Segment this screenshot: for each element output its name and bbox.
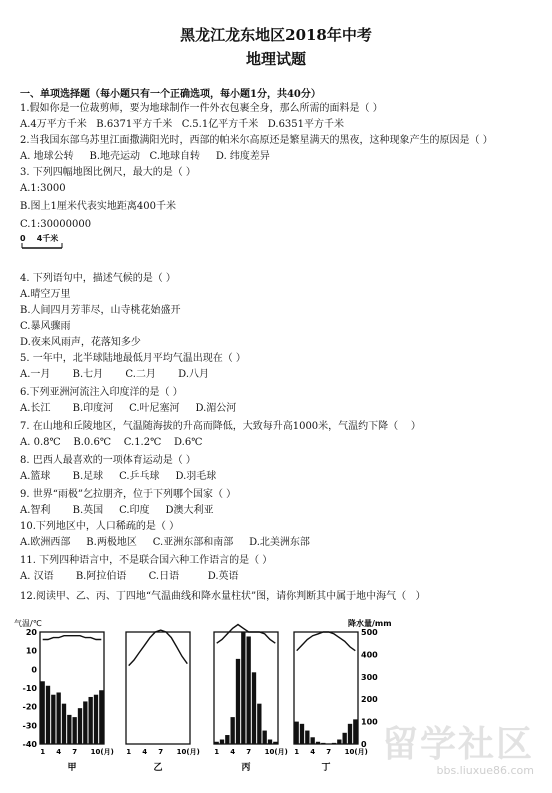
precip-bar xyxy=(73,717,77,744)
month-tick-label: 7 xyxy=(326,748,332,756)
precip-tick-label: 200 xyxy=(361,695,378,705)
temp-tick-label: 10 xyxy=(25,646,37,656)
precip-bar xyxy=(67,715,71,744)
precip-bar xyxy=(295,722,299,744)
precip-bar xyxy=(89,697,93,744)
temp-line xyxy=(297,632,356,651)
precip-bar xyxy=(62,704,66,744)
watermark-url: bbs.liuxue86.com xyxy=(436,764,534,777)
precip-bar xyxy=(321,743,325,744)
temp-tick-label: 20 xyxy=(25,628,37,637)
question-line: 10.下列地区中，人口稀疏的是（ ） xyxy=(20,521,180,532)
precip-bar xyxy=(332,743,336,744)
question-line: 8. 巴西人最喜欢的一项体育运动是（ ） xyxy=(20,455,196,466)
question-line: A. 地球公转 B.地壳运动 C.地球自转 D. 纬度差异 xyxy=(20,151,270,162)
question-line: A.长江 B.印度河 C.叶尼塞河 D.湄公河 xyxy=(20,403,237,414)
precip-bar xyxy=(94,695,98,744)
temp-tick-label: -10 xyxy=(22,684,37,693)
question-line: 12.阅读甲、乙、丙、丁四地“气温曲线和降水量柱状”图，请你判断其中属于地中海气（ ） xyxy=(20,591,426,602)
question-line: A.欧洲西部 B.两极地区 C.亚洲东部和南部 D.北美洲东部 xyxy=(20,537,310,548)
month-tick-label: 10(月) xyxy=(344,748,368,756)
question-line: B.图上1厘米代表实地距离400千米 xyxy=(20,201,176,212)
precip-bar xyxy=(225,735,229,744)
precip-bar xyxy=(51,695,55,744)
month-tick-label: 7 xyxy=(246,748,252,756)
temp-axis-label: 气温/℃ xyxy=(14,619,42,628)
precip-bar xyxy=(257,704,261,744)
precip-bar xyxy=(220,740,224,744)
precip-bar xyxy=(247,636,251,744)
page-subtitle: 地理试题 xyxy=(245,50,306,68)
precip-bar xyxy=(305,731,309,744)
precip-bar xyxy=(337,740,341,744)
precip-tick-label: 400 xyxy=(361,650,378,660)
precip-axis-label: 降水量/mm xyxy=(348,619,392,628)
question-line: 9. 世界“雨极”乞拉朋齐，位于下列哪个国家（ ） xyxy=(20,489,237,500)
temp-line xyxy=(217,625,276,644)
precip-bar xyxy=(263,731,267,744)
month-tick-label: 10(月) xyxy=(264,748,288,756)
month-tick-label: 10(月) xyxy=(90,748,114,756)
precip-bar xyxy=(215,742,219,744)
month-tick-label: 7 xyxy=(158,748,164,756)
question-line: B.人间四月芳菲尽，山寺桃花始盛开 xyxy=(20,305,181,316)
precip-bar xyxy=(311,737,315,744)
precip-bar xyxy=(241,632,245,744)
question-line: 4. 下列语句中，描述气候的是（ ） xyxy=(20,273,176,284)
precip-bar xyxy=(236,659,240,744)
precip-bar xyxy=(348,724,352,744)
precip-tick-label: 100 xyxy=(361,717,378,727)
precip-bar xyxy=(46,686,50,744)
chart-ding-svg xyxy=(290,618,392,773)
question-line: A. 汉语 B.阿拉伯语 C.日语 D.英语 xyxy=(20,571,239,582)
temp-tick-label: -20 xyxy=(22,702,37,712)
month-tick-label: 4 xyxy=(310,748,316,756)
scale-label: 0 4千米 xyxy=(20,234,59,243)
question-line: A. 0.8℃ B.0.6℃ C.1.2℃ D.6℃ xyxy=(20,437,203,448)
precip-bar xyxy=(353,719,357,744)
chart-jia-svg xyxy=(14,618,114,773)
month-tick-label: 4 xyxy=(56,748,62,756)
precip-tick-label: 300 xyxy=(361,672,378,682)
chart-jia xyxy=(14,618,114,773)
month-tick-label: 1 xyxy=(126,748,132,756)
precip-bar xyxy=(78,708,82,744)
question-line: 3. 下列四幅地图比例尺，最大的是（ ） xyxy=(20,167,196,178)
precip-bar xyxy=(57,692,61,744)
precip-tick-label: 500 xyxy=(361,628,378,637)
precip-bar xyxy=(231,717,235,744)
precip-bar xyxy=(268,740,272,744)
precip-bar xyxy=(41,681,45,744)
question-line: D.夜来风雨声，花落知多少 xyxy=(20,337,141,348)
month-tick-label: 7 xyxy=(72,748,78,756)
chart-label: 丙 xyxy=(241,763,251,773)
chart-bing-svg xyxy=(210,618,288,773)
chart-label: 乙 xyxy=(153,763,163,773)
page-title: 黑龙江龙东地区2018年中考 xyxy=(180,26,372,44)
chart-frame xyxy=(214,632,278,744)
precip-bar xyxy=(343,733,347,744)
chart-yi-svg xyxy=(122,618,200,773)
precip-bar xyxy=(252,672,256,744)
temp-tick-label: -30 xyxy=(22,721,37,731)
precip-bar xyxy=(83,701,87,744)
question-line: A.篮球 B.足球 C.乒乓球 D.羽毛球 xyxy=(20,471,217,482)
scale-bar xyxy=(20,236,100,254)
question-line: 5. 一年中，北半球陆地最低月平均气温出现在（ ） xyxy=(20,353,246,364)
chart-frame xyxy=(126,632,190,744)
question-line: 11. 下列四种语言中，不是联合国六种工作语言的是（ ） xyxy=(20,555,273,566)
chart-ding xyxy=(290,618,392,773)
month-tick-label: 1 xyxy=(294,748,300,756)
precip-bar xyxy=(316,742,320,744)
question-line: A.1:3000 xyxy=(20,183,66,194)
precip-bar xyxy=(273,742,277,744)
month-tick-label: 10(月) xyxy=(176,748,200,756)
question-line: A.晴空万里 xyxy=(20,289,71,300)
month-tick-label: 1 xyxy=(214,748,220,756)
temp-line xyxy=(43,636,102,640)
question-line: C.暴风骤雨 xyxy=(20,321,71,332)
chart-label: 丁 xyxy=(321,763,331,773)
month-tick-label: 1 xyxy=(40,748,46,756)
temp-line xyxy=(129,630,188,666)
section-heading: 一、单项选择题（每小题只有一个正确选项，每小题1分，共40分） xyxy=(20,89,321,100)
precip-tick-label: 0 xyxy=(361,740,367,749)
chart-bing xyxy=(210,618,288,773)
temp-tick-label: 0 xyxy=(31,665,37,675)
month-tick-label: 4 xyxy=(230,748,236,756)
question-line: A.一月 B.七月 C.二月 D.八月 xyxy=(20,369,209,380)
question-line: 6.下列亚洲河流注入印度洋的是（ ） xyxy=(20,387,183,398)
temp-tick-label: -40 xyxy=(22,740,37,749)
precip-bar xyxy=(300,724,304,744)
question-line: A.4万平方千米 B.6371平方千米 C.5.1亿平方千米 D.6351平方千米 xyxy=(20,119,345,130)
precip-bar xyxy=(99,690,103,744)
chart-label: 甲 xyxy=(67,763,77,773)
question-line: 1.假如你是一位裁剪师，要为地球制作一件外衣包裹全身，那么所需的面料是（ ） xyxy=(20,103,383,114)
question-line: C.1:30000000 xyxy=(20,219,92,230)
chart-yi xyxy=(122,618,200,773)
watermark xyxy=(382,726,534,777)
question-line: A.智利 B.英国 C.印度 D澳大利亚 xyxy=(20,505,214,516)
watermark-text: 留学社区 xyxy=(381,724,534,765)
question-line: 2.当我国东部乌苏里江面撒满阳光时，西部的帕米尔高原还是繁星满天的黑夜，这种现象产生的原因是（ ） xyxy=(20,135,493,146)
month-tick-label: 4 xyxy=(142,748,148,756)
question-line: 7. 在山地和丘陵地区，气温随海拔的升高而降低，大致每升高1000米，气温约下降（ ） xyxy=(20,421,421,432)
